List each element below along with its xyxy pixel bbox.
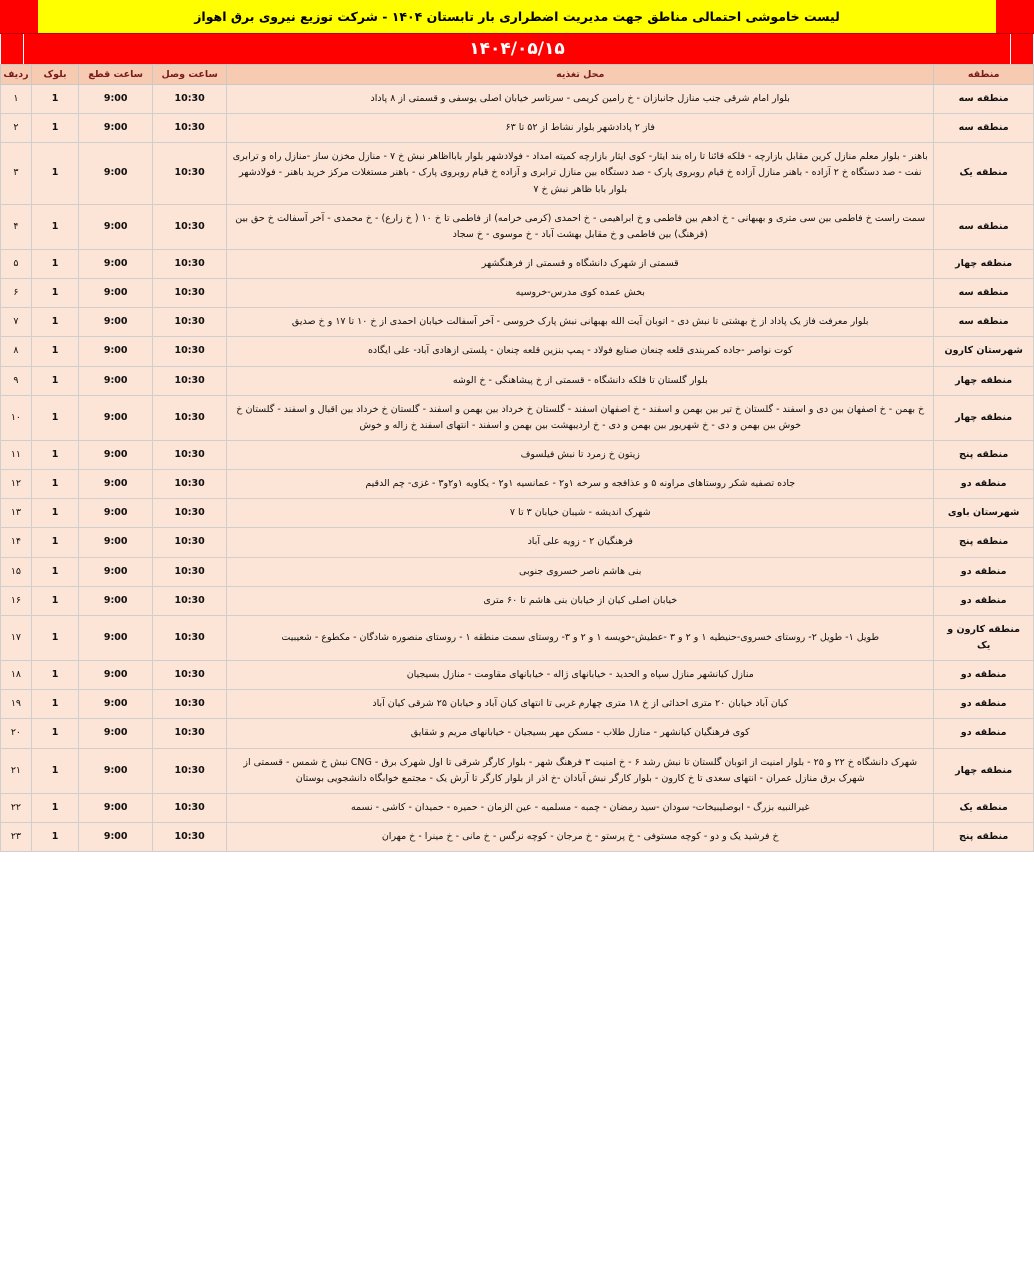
cell-feed: بخش عمده کوی مدرس-خروسیه (227, 279, 934, 308)
cell-disconnect-time: 9:00 (79, 661, 153, 690)
cell-feed: کیان آباد خیابان ۲۰ متری احداثی از خ ۱۸ متری چهارم غربی تا انتهای کیان آباد و خیابان ۲۵ شرقی کیان آباد (227, 690, 934, 719)
cell-row-number: ۱۷ (1, 615, 32, 660)
table-header-row (1, 65, 1034, 85)
cell-disconnect-time: 9:00 (79, 204, 153, 249)
table-row (1, 114, 1034, 143)
table-row (1, 719, 1034, 748)
cell-feed: فاز ۲ پادادشهر بلوار نشاط از ۵۲ تا ۶۳ (227, 114, 934, 143)
table-row (1, 793, 1034, 822)
cell-region: منطقه کارون و یک (934, 615, 1034, 660)
cell-reconnect-time: 10:30 (153, 85, 227, 114)
cell-reconnect-time: 10:30 (153, 366, 227, 395)
cell-row-number: ۳ (1, 143, 32, 204)
column-header-block: بلوک (31, 65, 78, 85)
table-row (1, 85, 1034, 114)
cell-disconnect-time: 9:00 (79, 748, 153, 793)
cell-region: منطقه یک (934, 793, 1034, 822)
cell-feed: قسمتی از شهرک دانشگاه و قسمتی از فرهنگشهر (227, 249, 934, 278)
cell-reconnect-time: 10:30 (153, 661, 227, 690)
cell-feed: غیرالنبیه بزرگ - ابوصلیبیخات- سودان -سید رمضان - چمبه - مسلمیه - عین الزمان - حمیره - حمیدان - کاشی - نسمه (227, 793, 934, 822)
cell-feed: بلوار امام شرقی جنب منازل جانبازان - خ رامین کریمی - سرتاسر خیابان اصلی یوسفی و قسمتی از ۸ پاداد (227, 85, 934, 114)
column-header-region: منطقه (934, 65, 1034, 85)
cell-reconnect-time: 10:30 (153, 748, 227, 793)
cell-disconnect-time: 9:00 (79, 143, 153, 204)
table-row (1, 499, 1034, 528)
cell-disconnect-time: 9:00 (79, 366, 153, 395)
date-bar-accent-left (0, 34, 24, 64)
table-row (1, 748, 1034, 793)
document-title-bar (0, 0, 1034, 34)
cell-disconnect-time: 9:00 (79, 249, 153, 278)
cell-disconnect-time: 9:00 (79, 557, 153, 586)
cell-region: منطقه دو (934, 719, 1034, 748)
cell-feed: باهنر - بلوار معلم منازل کرین مقابل بازارچه - فلکه قائنا تا راه بند ایثار- کوی ایثار بازارچه کمیته امداد - فولادشهر بلوار بابااظاهر نبش خ ۷ - منازل مخزن ساز -منازل راه و ترابری نفت - صد دستگاه خ ۲ آزاده - باهنر منازل آزاده خ قیام روبروی پارک - صد دستگاه بین منازل ترابری و آزاده خ قیام روبروی پارک - باهنر مستغلات مرکز خرید باهنر - فولادشهر بلوار بابا ظاهر نبش خ ۷ (227, 143, 934, 204)
table-body (1, 85, 1034, 852)
cell-region: منطقه سه (934, 204, 1034, 249)
cell-reconnect-time: 10:30 (153, 395, 227, 440)
cell-feed: خ بهمن - خ اصفهان بین دی و اسفند - گلستان خ تیر بین بهمن و اسفند - خ اصفهان اسفند - گلستان خ خرداد بین بهمن و اسفند - گلستان خ خرداد بین اقبال و اسفند - گلستان خ خوش بین بهمن و دی - خ شهریور بین بهمن و دی - خ اردیبهشت بین بهمن و اسفند - انتهای اسفند خ زاله و خوش (227, 395, 934, 440)
cell-disconnect-time: 9:00 (79, 114, 153, 143)
cell-disconnect-time: 9:00 (79, 279, 153, 308)
cell-row-number: ۷ (1, 308, 32, 337)
cell-disconnect-time: 9:00 (79, 337, 153, 366)
cell-row-number: ۱۸ (1, 661, 32, 690)
cell-row-number: ۲۳ (1, 822, 32, 851)
cell-feed: بلوار گلستان تا فلکه دانشگاه - قسمتی از خ پیشاهنگی - خ الوشه (227, 366, 934, 395)
cell-reconnect-time: 10:30 (153, 557, 227, 586)
cell-reconnect-time: 10:30 (153, 719, 227, 748)
cell-disconnect-time: 9:00 (79, 719, 153, 748)
table-row (1, 586, 1034, 615)
cell-region: منطقه دو (934, 557, 1034, 586)
cell-block: 1 (31, 719, 78, 748)
cell-row-number: ۵ (1, 249, 32, 278)
cell-row-number: ۱ (1, 85, 32, 114)
cell-reconnect-time: 10:30 (153, 470, 227, 499)
table-row (1, 279, 1034, 308)
cell-disconnect-time: 9:00 (79, 470, 153, 499)
cell-block: 1 (31, 822, 78, 851)
cell-reconnect-time: 10:30 (153, 249, 227, 278)
table-row (1, 395, 1034, 440)
cell-reconnect-time: 10:30 (153, 337, 227, 366)
cell-block: 1 (31, 586, 78, 615)
cell-region: منطقه سه (934, 114, 1034, 143)
cell-feed: شهرک اندیشه - شیبان خیابان ۳ تا ۷ (227, 499, 934, 528)
cell-disconnect-time: 9:00 (79, 793, 153, 822)
cell-block: 1 (31, 528, 78, 557)
cell-block: 1 (31, 793, 78, 822)
cell-block: 1 (31, 85, 78, 114)
cell-block: 1 (31, 337, 78, 366)
cell-feed: بنی هاشم ناصر خسروی جنوبی (227, 557, 934, 586)
table-row (1, 822, 1034, 851)
cell-feed: جاده تصفیه شکر روستاهای مراونه ۵ و عذافجه و سرخه ۱و۲ - عمانسیه ۱و۲ - یکاویه ۱و۲و۳ - غزی- چم الدقیم (227, 470, 934, 499)
cell-feed: منازل کیانشهر منازل سپاه و الحدید - خیابانهای ژاله - خیابانهای مقاومت - منازل بسیجیان (227, 661, 934, 690)
cell-feed: سمت راست خ فاطمی بین سی متری و بهبهانی - خ ادهم بین فاطمی و خ ابراهیمی - خ احمدی (کرمی خرامه) از فاطمی تا خ ۱۰ ( خ زارع) - خ محمدی - آخر آسفالت خ حق بین (فرهنگ) بین فاطمی و خ مقابل بهشت آباد - خ موسوی - خ سجاد (227, 204, 934, 249)
column-header-feed: محل تغذیه (227, 65, 934, 85)
cell-reconnect-time: 10:30 (153, 615, 227, 660)
cell-reconnect-time: 10:30 (153, 440, 227, 469)
cell-block: 1 (31, 615, 78, 660)
cell-disconnect-time: 9:00 (79, 690, 153, 719)
cell-block: 1 (31, 661, 78, 690)
cell-block: 1 (31, 308, 78, 337)
cell-feed: کوی فرهنگیان کیانشهر - منازل طلاب - مسکن مهر بسیجیان - خیابانهای مریم و شقایق (227, 719, 934, 748)
cell-row-number: ۲ (1, 114, 32, 143)
cell-block: 1 (31, 748, 78, 793)
schedule-date: ۱۴۰۴/۰۵/۱۵ (469, 39, 565, 59)
cell-region: شهرستان کارون (934, 337, 1034, 366)
cell-reconnect-time: 10:30 (153, 114, 227, 143)
cell-block: 1 (31, 395, 78, 440)
cell-reconnect-time: 10:30 (153, 586, 227, 615)
cell-row-number: ۱۰ (1, 395, 32, 440)
cell-disconnect-time: 9:00 (79, 528, 153, 557)
cell-feed: فرهنگیان ۲ - زویه علی آباد (227, 528, 934, 557)
cell-reconnect-time: 10:30 (153, 279, 227, 308)
cell-disconnect-time: 9:00 (79, 85, 153, 114)
cell-row-number: ۲۲ (1, 793, 32, 822)
cell-region: منطقه چهار (934, 748, 1034, 793)
title-bar-accent-right (996, 0, 1034, 33)
cell-feed: بلوار معرفت فاز یک پاداد از خ بهشتی تا نبش دی - اتوبان آیت الله بهبهانی نبش پارک خروسی - آخر آسفالت خیابان احمدی از خ ۱۰ تا ۱۷ و خ صدیق (227, 308, 934, 337)
table-row (1, 470, 1034, 499)
cell-row-number: ۴ (1, 204, 32, 249)
cell-row-number: ۱۹ (1, 690, 32, 719)
cell-disconnect-time: 9:00 (79, 440, 153, 469)
cell-disconnect-time: 9:00 (79, 822, 153, 851)
cell-feed: زیتون خ زمرد تا نبش فیلسوف (227, 440, 934, 469)
column-header-row-number: ردیف (1, 65, 32, 85)
cell-block: 1 (31, 557, 78, 586)
date-bar-accent-right (1010, 34, 1034, 64)
cell-reconnect-time: 10:30 (153, 499, 227, 528)
cell-block: 1 (31, 143, 78, 204)
cell-reconnect-time: 10:30 (153, 204, 227, 249)
cell-region: منطقه دو (934, 690, 1034, 719)
cell-row-number: ۱۱ (1, 440, 32, 469)
cell-reconnect-time: 10:30 (153, 793, 227, 822)
cell-region: منطقه دو (934, 586, 1034, 615)
table-row (1, 440, 1034, 469)
table-row (1, 337, 1034, 366)
cell-block: 1 (31, 204, 78, 249)
table-row (1, 249, 1034, 278)
cell-region: منطقه سه (934, 85, 1034, 114)
table-row (1, 204, 1034, 249)
cell-block: 1 (31, 690, 78, 719)
table-row (1, 308, 1034, 337)
table-row (1, 557, 1034, 586)
cell-block: 1 (31, 114, 78, 143)
cell-reconnect-time: 10:30 (153, 690, 227, 719)
table-row (1, 528, 1034, 557)
cell-row-number: ۱۲ (1, 470, 32, 499)
cell-row-number: ۲۱ (1, 748, 32, 793)
cell-region: منطقه سه (934, 279, 1034, 308)
cell-block: 1 (31, 366, 78, 395)
column-header-reconnect-time: ساعت وصل (153, 65, 227, 85)
cell-feed: خ فرشید یک و دو - کوچه مستوفی - خ پرستو - خ مرجان - کوچه نرگس - خ مانی - خ مینرا - خ مهران (227, 822, 934, 851)
cell-reconnect-time: 10:30 (153, 143, 227, 204)
cell-feed: کوت نواصر -جاده کمربندی قلعه چنعان صنایع فولاد - پمپ بنزین قلعه چنعان - پلستی ازهادی آباد- علی ایگاده (227, 337, 934, 366)
cell-region: شهرستان باوی (934, 499, 1034, 528)
cell-region: منطقه دو (934, 470, 1034, 499)
cell-row-number: ۱۴ (1, 528, 32, 557)
cell-disconnect-time: 9:00 (79, 308, 153, 337)
cell-region: منطقه چهار (934, 395, 1034, 440)
cell-disconnect-time: 9:00 (79, 615, 153, 660)
cell-feed: طویل ۱- طویل ۲- روستای خسروی-حنیطیه ۱ و ۲ و ۳ -عطیش-خویسه ۱ و ۲ و ۳- روستای سمت منطقه ۱ - روستای منصوره شادگان - مکطوع - شعیبیت (227, 615, 934, 660)
table-row (1, 143, 1034, 204)
cell-feed: خیابان اصلی کیان از خیابان بنی هاشم تا ۶۰ متری (227, 586, 934, 615)
cell-block: 1 (31, 440, 78, 469)
cell-block: 1 (31, 249, 78, 278)
cell-row-number: ۱۳ (1, 499, 32, 528)
cell-block: 1 (31, 499, 78, 528)
cell-block: 1 (31, 470, 78, 499)
cell-reconnect-time: 10:30 (153, 822, 227, 851)
cell-region: منطقه سه (934, 308, 1034, 337)
cell-disconnect-time: 9:00 (79, 499, 153, 528)
cell-region: منطقه چهار (934, 366, 1034, 395)
cell-region: منطقه پنج (934, 528, 1034, 557)
cell-reconnect-time: 10:30 (153, 308, 227, 337)
cell-row-number: ۲۰ (1, 719, 32, 748)
table-row (1, 690, 1034, 719)
cell-region: منطقه یک (934, 143, 1034, 204)
cell-block: 1 (31, 279, 78, 308)
cell-row-number: ۶ (1, 279, 32, 308)
cell-region: منطقه پنج (934, 822, 1034, 851)
table-row (1, 661, 1034, 690)
cell-row-number: ۱۵ (1, 557, 32, 586)
title-bar-accent-left (0, 0, 38, 33)
table-row (1, 615, 1034, 660)
document-date-bar (0, 34, 1034, 64)
cell-row-number: ۹ (1, 366, 32, 395)
cell-row-number: ۸ (1, 337, 32, 366)
cell-reconnect-time: 10:30 (153, 528, 227, 557)
outage-table (0, 64, 1034, 852)
cell-row-number: ۱۶ (1, 586, 32, 615)
page-title: لیست خاموشی احتمالی مناطق جهت مدیریت اضطراری بار تابستان ۱۴۰۴ - شرکت توزیع نیروی برق اهواز (194, 9, 840, 24)
cell-region: منطقه چهار (934, 249, 1034, 278)
cell-region: منطقه پنج (934, 440, 1034, 469)
column-header-disconnect-time: ساعت قطع (79, 65, 153, 85)
cell-region: منطقه دو (934, 661, 1034, 690)
table-row (1, 366, 1034, 395)
cell-disconnect-time: 9:00 (79, 395, 153, 440)
cell-feed: شهرک دانشگاه خ ۲۲ و ۲۵ - بلوار امنیت از اتوبان گلستان تا نبش رشد ۶ - خ امنیت ۳ فرهنگ شهر - بلوار کارگر شرقی تا اول شهرک برق - CNG نبش خ شمس - قسمتی از شهرک برق منازل عمران - انتهای سعدی تا خ کارون - بلوار کارگر نبش آبادان -خ اذر از بلوار کارگر تا آرش یک - مجتمع خوابگاه دانشجویی بوستان (227, 748, 934, 793)
cell-disconnect-time: 9:00 (79, 586, 153, 615)
